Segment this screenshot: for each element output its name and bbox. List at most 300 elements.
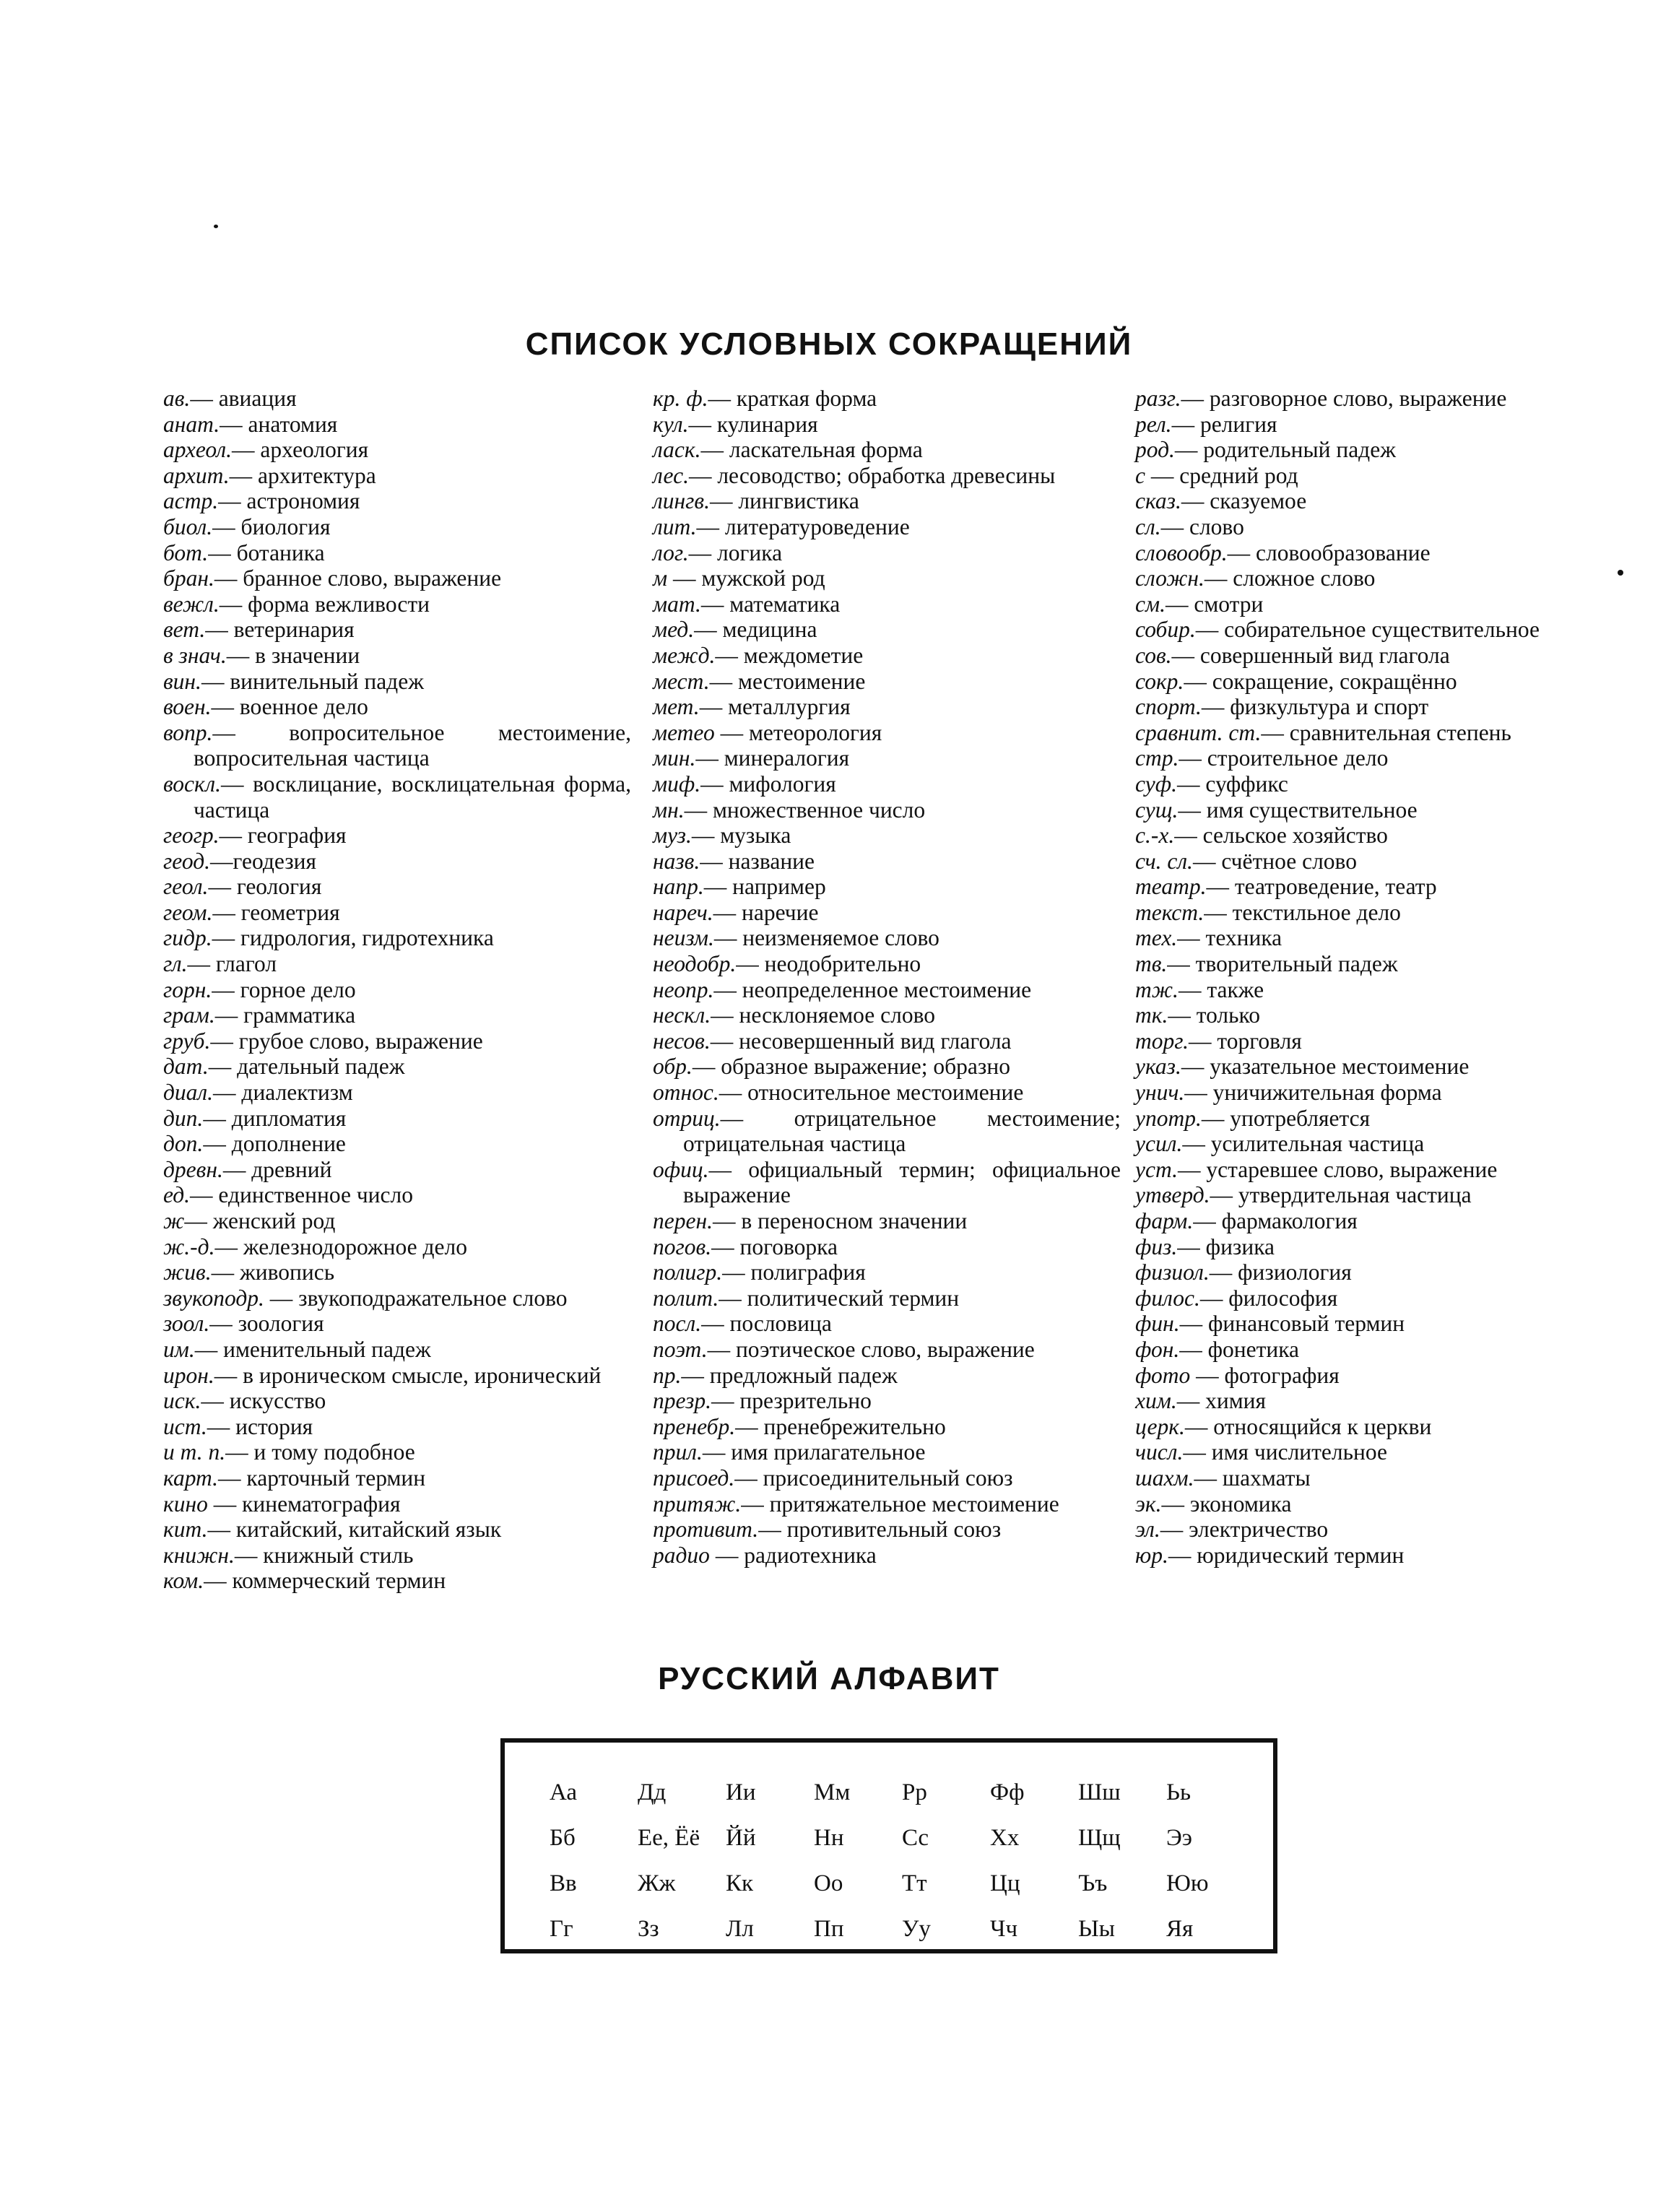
- alphabet-letter: Ъъ: [1078, 1870, 1108, 1896]
- abbreviation-definition: — женский род: [184, 1208, 336, 1233]
- abbreviation-entry: [1135, 488, 1605, 514]
- abbreviation-entry: [653, 643, 1121, 669]
- abbreviation-definition: — экономика: [1161, 1491, 1292, 1517]
- abbreviation-entry: [1135, 1285, 1605, 1311]
- alphabet-letter: Нн: [814, 1825, 844, 1851]
- abbreviation-definition: — пренебрежительно: [735, 1413, 946, 1439]
- abbreviation-term: древн.: [163, 1156, 223, 1182]
- abbreviation-definition: — поговорка: [711, 1233, 838, 1259]
- abbreviation-term: ирон.: [163, 1362, 214, 1388]
- abbreviation-definition: — именительный падеж: [194, 1336, 431, 1362]
- abbreviation-definition: — грубое слово, выражение: [210, 1028, 483, 1054]
- abbreviation-term: род.: [1135, 437, 1175, 463]
- abbreviation-definition: — звукоподражательное слово: [264, 1285, 568, 1311]
- abbreviation-term: рел.: [1135, 411, 1172, 437]
- abbreviation-definition: — вопросительное местоимение, вопросительная частица: [194, 719, 631, 771]
- abbreviation-entry: [163, 1054, 631, 1080]
- abbreviation-entry: [1135, 437, 1605, 463]
- alphabet-letter: Лл: [726, 1916, 754, 1942]
- abbreviation-term: презр.: [653, 1388, 711, 1414]
- abbreviation-entry: [1135, 617, 1605, 643]
- abbreviation-entry: [1135, 386, 1605, 412]
- abbreviation-definition: — мифология: [700, 771, 836, 797]
- abbreviation-term: указ.: [1135, 1054, 1181, 1080]
- abbreviation-term: сказ.: [1135, 488, 1181, 514]
- abbreviation-term: прил.: [653, 1439, 703, 1465]
- abbreviation-definition: — форма вежливости: [219, 591, 430, 617]
- abbreviation-term: противит.: [653, 1517, 759, 1543]
- abbreviation-entry: [163, 1363, 631, 1389]
- alphabet-letter: Хх: [990, 1825, 1020, 1851]
- abbreviation-term: эк.: [1135, 1491, 1162, 1517]
- abbreviation-definition: — живопись: [211, 1259, 335, 1285]
- abbreviation-definition: — электричество: [1160, 1517, 1329, 1543]
- abbreviation-entry: [1135, 1259, 1605, 1285]
- abbreviation-entry: [163, 1028, 631, 1054]
- alphabet-letter: Яя: [1166, 1916, 1194, 1942]
- abbreviation-term: горн.: [163, 976, 212, 1002]
- abbreviation-definition: — метеорология: [714, 719, 882, 745]
- abbreviation-entry: [653, 771, 1121, 797]
- abbreviation-definition: — противительный союз: [758, 1517, 1002, 1543]
- abbreviation-term: археол.: [163, 437, 232, 463]
- abbreviation-definition: — несклоняемое слово: [711, 1002, 936, 1028]
- abbreviation-entry: [1135, 1363, 1605, 1389]
- abbreviation-definition: — неопределенное местоимение: [713, 976, 1032, 1002]
- abbreviation-definition: — собирательное существительное: [1195, 617, 1540, 643]
- abbreviation-definition: — финансовый термин: [1179, 1311, 1405, 1337]
- abbreviation-entry: [163, 823, 631, 849]
- page-title: СПИСОК УСЛОВНЫХ СОКРАЩЕНИЙ: [525, 326, 1133, 362]
- abbreviation-entry: [1135, 797, 1605, 823]
- abbreviation-entry: [653, 488, 1121, 514]
- abbreviation-definition: — утвердительная частица: [1210, 1182, 1472, 1208]
- abbreviation-term: нескл.: [653, 1002, 711, 1028]
- abbreviation-entry: [653, 720, 1121, 746]
- abbreviations-column-3: [1135, 386, 1605, 1568]
- abbreviation-definition: — авиация: [190, 386, 297, 411]
- abbreviation-term: кино: [163, 1491, 208, 1517]
- abbreviation-entry: [1135, 1234, 1605, 1260]
- abbreviation-entry: [163, 1311, 631, 1337]
- abbreviation-entry: [1135, 1054, 1605, 1080]
- abbreviation-definition: — география: [219, 823, 347, 849]
- abbreviation-definition: — гидрология, гидротехника: [212, 925, 494, 951]
- abbreviation-term: дип.: [163, 1105, 204, 1131]
- abbreviation-entry: [653, 1054, 1121, 1080]
- abbreviation-entry: [163, 1157, 631, 1183]
- abbreviation-definition: — усилительная частица: [1182, 1131, 1425, 1157]
- abbreviation-term: несов.: [653, 1028, 711, 1054]
- abbreviation-entry: [163, 874, 631, 900]
- abbreviation-term: им.: [163, 1336, 195, 1362]
- abbreviation-entry: [653, 977, 1121, 1003]
- abbreviation-term: ж: [163, 1208, 185, 1233]
- abbreviation-entry: [653, 669, 1121, 695]
- abbreviation-definition: — также: [1178, 976, 1264, 1002]
- abbreviation-term: поэт.: [653, 1336, 708, 1362]
- abbreviation-entry: [653, 1028, 1121, 1054]
- abbreviations-column-1: [163, 386, 631, 1594]
- abbreviation-entry: [653, 412, 1121, 438]
- abbreviation-term: фарм.: [1135, 1208, 1194, 1233]
- abbreviation-entry: [653, 1465, 1121, 1491]
- abbreviation-term: погов.: [653, 1233, 712, 1259]
- abbreviation-entry: [1135, 823, 1605, 849]
- abbreviation-definition: — устаревшее слово, выражение: [1177, 1156, 1498, 1182]
- abbreviation-entry: [653, 565, 1121, 591]
- abbreviation-term: словообр.: [1135, 539, 1228, 565]
- abbreviation-definition: — разговорное слово, выражение: [1181, 386, 1507, 411]
- abbreviation-entry: [1135, 1131, 1605, 1157]
- abbreviation-term: присоед.: [653, 1465, 735, 1491]
- abbreviation-term: бран.: [163, 565, 214, 591]
- abbreviation-entry: [163, 1388, 631, 1414]
- abbreviation-definition: — кинематография: [207, 1491, 401, 1517]
- abbreviation-entry: [653, 951, 1121, 977]
- alphabet-letter: Ее, Ёё: [638, 1825, 700, 1851]
- abbreviation-entry: [163, 565, 631, 591]
- abbreviation-entry: [1135, 977, 1605, 1003]
- abbreviation-term: ж.-д.: [163, 1233, 215, 1259]
- abbreviation-entry: [163, 643, 631, 669]
- abbreviation-term: ласк.: [653, 437, 701, 463]
- abbreviation-entry: [163, 1182, 631, 1208]
- abbreviation-term: притяж.: [653, 1491, 742, 1517]
- abbreviation-entry: [1135, 591, 1605, 617]
- abbreviation-term: зоол.: [163, 1311, 210, 1337]
- abbreviation-definition: — лингвистика: [709, 488, 859, 514]
- abbreviation-term: собир.: [1135, 617, 1196, 643]
- abbreviation-entry: [653, 437, 1121, 463]
- abbreviation-term: геом.: [163, 899, 213, 925]
- abbreviation-entry: [163, 925, 631, 951]
- abbreviation-term: диал.: [163, 1080, 214, 1106]
- abbreviation-term: полит.: [653, 1285, 719, 1311]
- abbreviation-definition: — официальный термин; официальное выражение: [683, 1156, 1121, 1208]
- abbreviation-entry: [163, 1259, 631, 1285]
- abbreviation-definition: — восклицание, восклицательная форма, частица: [194, 771, 631, 823]
- abbreviation-term: филос.: [1135, 1285, 1200, 1311]
- abbreviation-definition: — местоимение: [709, 668, 866, 694]
- abbreviation-definition: — анатомия: [220, 411, 338, 437]
- abbreviation-entry: [1135, 951, 1605, 977]
- abbreviation-definition: — религия: [1171, 411, 1277, 437]
- abbreviation-definition: — сравнительная степень: [1261, 719, 1511, 745]
- abbreviation-term: стр.: [1135, 745, 1179, 771]
- abbreviation-entry: [163, 386, 631, 412]
- abbreviation-entry: [163, 1543, 631, 1569]
- abbreviation-entry: [1135, 771, 1605, 797]
- abbreviation-entry: [163, 951, 631, 977]
- alphabet-letter: Ии: [726, 1779, 756, 1805]
- abbreviation-entry: [653, 386, 1121, 412]
- abbreviation-definition: — химия: [1176, 1388, 1266, 1414]
- abbreviation-entry: [653, 874, 1121, 900]
- abbreviation-entry: [1135, 1080, 1605, 1106]
- abbreviation-term: офиц.: [653, 1156, 709, 1182]
- abbreviation-definition: — слово: [1160, 513, 1244, 539]
- alphabet-letter: Жж: [638, 1870, 676, 1896]
- abbreviation-entry: [163, 669, 631, 695]
- abbreviation-entry: [163, 1337, 631, 1363]
- abbreviation-entry: [163, 1439, 631, 1465]
- abbreviation-definition: — сложное слово: [1204, 565, 1376, 591]
- abbreviation-definition: — биология: [212, 513, 331, 539]
- abbreviation-term: ав.: [163, 386, 191, 411]
- abbreviation-term: с: [1135, 462, 1145, 488]
- abbreviation-term: груб.: [163, 1028, 211, 1054]
- abbreviation-definition: — торговля: [1189, 1028, 1302, 1054]
- abbreviation-definition: — бранное слово, выражение: [214, 565, 502, 591]
- alphabet-letter: Шш: [1078, 1779, 1121, 1805]
- alphabet-table: [500, 1738, 1277, 1953]
- abbreviation-entry: [1135, 694, 1605, 720]
- abbreviation-term: церк.: [1135, 1413, 1185, 1439]
- abbreviation-definition: — творительный падеж: [1167, 951, 1398, 977]
- abbreviation-definition: — военное дело: [211, 694, 368, 720]
- abbreviation-entry: [1135, 540, 1605, 566]
- abbreviation-definition: — политический термин: [719, 1285, 960, 1311]
- abbreviation-entry: [1135, 1106, 1605, 1132]
- abbreviation-entry: [1135, 1491, 1605, 1517]
- abbreviation-entry: [1135, 1388, 1605, 1414]
- abbreviation-definition: — полиграфия: [722, 1259, 866, 1285]
- abbreviation-definition: — дополнение: [203, 1131, 346, 1157]
- abbreviation-definition: — фотография: [1190, 1362, 1340, 1388]
- alphabet-letter: Оо: [814, 1870, 843, 1896]
- abbreviation-entry: [163, 1568, 631, 1594]
- alphabet-letter: Цц: [990, 1870, 1020, 1896]
- abbreviation-entry: [163, 771, 631, 823]
- abbreviation-definition: — только: [1168, 1002, 1260, 1028]
- abbreviation-entry: [163, 1131, 631, 1157]
- abbreviation-entry: [1135, 1182, 1605, 1208]
- abbreviation-entry: [1135, 849, 1605, 875]
- abbreviation-term: хим.: [1135, 1388, 1177, 1414]
- abbreviation-definition: — юридический термин: [1168, 1542, 1405, 1568]
- abbreviation-term: неодобр.: [653, 951, 737, 977]
- abbreviation-definition: — относящийся к церкви: [1184, 1413, 1432, 1439]
- abbreviation-definition: — имя прилагательное: [702, 1439, 926, 1465]
- abbreviation-term: тв.: [1135, 951, 1168, 977]
- alphabet-letter: Ьь: [1166, 1779, 1191, 1805]
- abbreviation-entry: [163, 540, 631, 566]
- abbreviation-definition: — отрицательное местоимение; отрицательная частица: [683, 1105, 1121, 1157]
- abbreviation-definition: — имя существительное: [1178, 797, 1418, 823]
- alphabet-grid: [550, 1770, 1254, 1952]
- abbreviation-term: театр.: [1135, 874, 1207, 900]
- abbreviation-entry: [163, 617, 631, 643]
- abbreviation-term: сокр.: [1135, 668, 1184, 694]
- abbreviation-term: юр.: [1135, 1542, 1168, 1568]
- abbreviation-term: утверд.: [1135, 1182, 1210, 1208]
- abbreviation-term: числ.: [1135, 1439, 1184, 1465]
- abbreviation-entry: [1135, 643, 1605, 669]
- abbreviation-term: спорт.: [1135, 694, 1202, 720]
- abbreviation-definition: — история: [207, 1413, 313, 1439]
- alphabet-letter: Зз: [638, 1916, 659, 1942]
- abbreviation-entry: [1135, 1439, 1605, 1465]
- abbreviation-entry: [653, 1106, 1121, 1157]
- abbreviation-term: кул.: [653, 411, 689, 437]
- abbreviation-definition: — зоология: [209, 1311, 324, 1337]
- abbreviation-term: употр.: [1135, 1105, 1202, 1131]
- abbreviation-definition: — археология: [232, 437, 369, 463]
- abbreviation-definition: — предложный падеж: [681, 1362, 898, 1388]
- abbreviation-definition: — образное выражение; образно: [692, 1054, 1010, 1080]
- abbreviation-term: унич.: [1135, 1080, 1185, 1106]
- abbreviation-term: отриц.: [653, 1105, 721, 1131]
- alphabet-letter: Сс: [902, 1825, 929, 1851]
- abbreviation-entry: [1135, 1517, 1605, 1543]
- abbreviation-definition: — притяжательное местоимение: [741, 1491, 1059, 1517]
- abbreviation-definition: — минералогия: [695, 745, 850, 771]
- abbreviation-entry: [653, 925, 1121, 951]
- alphabet-letter: Рр: [902, 1779, 927, 1805]
- abbreviation-entry: [653, 745, 1121, 771]
- abbreviation-entry: [1135, 1543, 1605, 1569]
- abbreviation-term: радио: [653, 1542, 710, 1568]
- abbreviation-definition: — архитектура: [229, 462, 376, 488]
- stray-mark: [1618, 570, 1623, 576]
- abbreviation-definition: — поэтическое слово, выражение: [707, 1336, 1035, 1362]
- abbreviation-definition: — винительный падеж: [201, 668, 424, 694]
- abbreviation-entry: [163, 1517, 631, 1543]
- abbreviation-term: разг.: [1135, 386, 1181, 411]
- abbreviation-term: ком.: [163, 1568, 204, 1594]
- abbreviation-definition: — суффикс: [1177, 771, 1288, 797]
- abbreviation-term: гл.: [163, 951, 188, 977]
- abbreviation-term: сложн.: [1135, 565, 1205, 591]
- alphabet-letter: Фф: [990, 1779, 1025, 1805]
- abbreviation-term: пренебр.: [653, 1413, 736, 1439]
- abbreviation-definition: — физиология: [1209, 1259, 1352, 1285]
- abbreviation-definition: — сокращение, сокращённо: [1184, 668, 1457, 694]
- abbreviation-definition: — физика: [1177, 1233, 1275, 1259]
- abbreviation-definition: — математика: [700, 591, 841, 617]
- abbreviation-definition: — совершенный вид глагола: [1171, 642, 1450, 668]
- abbreviation-definition: — относительное местоимение: [719, 1080, 1024, 1106]
- abbreviation-entry: [1135, 669, 1605, 695]
- abbreviation-entry: [653, 1234, 1121, 1260]
- abbreviation-definition: — презрительно: [711, 1388, 872, 1414]
- abbreviation-term: воскл.: [163, 771, 221, 797]
- abbreviation-entry: [653, 1337, 1121, 1363]
- abbreviation-term: доп.: [163, 1131, 204, 1157]
- abbreviation-entry: [653, 1543, 1121, 1569]
- abbreviation-term: посл.: [653, 1311, 702, 1337]
- abbreviation-definition: — и тому подобное: [225, 1439, 415, 1465]
- abbreviation-term: геол.: [163, 874, 209, 900]
- abbreviation-entry: [1135, 1208, 1605, 1234]
- abbreviation-definition: — медицина: [694, 617, 817, 643]
- abbreviation-term: неопр.: [653, 976, 714, 1002]
- abbreviation-entry: [1135, 1028, 1605, 1054]
- abbreviation-term: лес.: [653, 462, 689, 488]
- abbreviation-definition: — горное дело: [212, 976, 356, 1002]
- abbreviation-definition: — краткая форма: [708, 386, 877, 411]
- abbreviation-definition: — глагол: [187, 951, 277, 977]
- abbreviation-entry: [653, 591, 1121, 617]
- abbreviation-entry: [163, 849, 631, 875]
- abbreviation-entry: [653, 1363, 1121, 1389]
- abbreviation-definition: — пословица: [701, 1311, 832, 1337]
- abbreviation-term: фото: [1135, 1362, 1191, 1388]
- abbreviation-term: вежл.: [163, 591, 220, 617]
- abbreviation-term: кит.: [163, 1517, 208, 1543]
- abbreviation-term: воен.: [163, 694, 212, 720]
- abbreviation-term: муз.: [653, 823, 692, 849]
- abbreviation-definition: — музыка: [691, 823, 791, 849]
- abbreviation-entry: [163, 1002, 631, 1028]
- abbreviation-definition: — средний род: [1145, 462, 1298, 488]
- abbreviation-term: м: [653, 565, 668, 591]
- abbreviation-entry: [163, 694, 631, 720]
- abbreviation-definition: — в ироническом смысле, иронический: [214, 1362, 602, 1388]
- alphabet-letter: Щщ: [1078, 1825, 1121, 1851]
- abbreviation-term: карт.: [163, 1465, 219, 1491]
- abbreviation-definition: — диалектизм: [213, 1080, 353, 1106]
- abbreviation-definition: — название: [700, 848, 815, 874]
- abbreviation-entry: [653, 797, 1121, 823]
- abbreviation-definition: — техника: [1177, 925, 1282, 951]
- abbreviation-definition: — коммерческий термин: [204, 1568, 446, 1594]
- abbreviation-definition: — сказуемое: [1181, 488, 1307, 514]
- abbreviation-entry: [163, 1465, 631, 1491]
- alphabet-letter: Ыы: [1078, 1916, 1115, 1942]
- abbreviation-entry: [163, 488, 631, 514]
- abbreviation-term: дат.: [163, 1054, 209, 1080]
- abbreviation-term: ист.: [163, 1413, 207, 1439]
- abbreviation-definition: — карточный термин: [218, 1465, 426, 1491]
- abbreviation-term: тех.: [1135, 925, 1178, 951]
- abbreviation-definition: — счётное слово: [1192, 848, 1357, 874]
- abbreviation-entry: [1135, 1311, 1605, 1337]
- abbreviation-term: фон.: [1135, 1336, 1180, 1362]
- abbreviation-entry: [653, 1491, 1121, 1517]
- abbreviation-entry: [653, 1208, 1121, 1234]
- abbreviation-term: шахм.: [1135, 1465, 1194, 1491]
- abbreviation-term: с.-х.: [1135, 823, 1175, 849]
- abbreviation-term: грам.: [163, 1002, 215, 1028]
- abbreviation-term: сущ.: [1135, 797, 1179, 823]
- abbreviation-term: бот.: [163, 539, 209, 565]
- abbreviation-definition: — ботаника: [208, 539, 325, 565]
- abbreviation-term: напр.: [653, 874, 704, 900]
- abbreviation-term: сл.: [1135, 513, 1161, 539]
- abbreviation-term: мн.: [653, 797, 685, 823]
- abbreviation-entry: [1135, 720, 1605, 746]
- abbreviation-entry: [653, 900, 1121, 926]
- abbreviation-term: мат.: [653, 591, 701, 617]
- abbreviation-term: мет.: [653, 694, 700, 720]
- abbreviation-entry: [653, 1414, 1121, 1440]
- abbreviation-term: гидр.: [163, 925, 212, 951]
- abbreviation-term: лит.: [653, 513, 697, 539]
- abbreviation-definition: — смотри: [1165, 591, 1264, 617]
- abbreviation-term: суф.: [1135, 771, 1177, 797]
- abbreviation-term: обр.: [653, 1054, 693, 1080]
- abbreviation-entry: [1135, 565, 1605, 591]
- stray-mark: [214, 225, 218, 228]
- abbreviation-entry: [163, 1080, 631, 1106]
- abbreviation-entry: [1135, 745, 1605, 771]
- abbreviation-definition: — текстильное дело: [1204, 899, 1401, 925]
- abbreviation-definition: — употребляется: [1201, 1105, 1371, 1131]
- abbreviation-entry: [653, 540, 1121, 566]
- abbreviation-term: вопр.: [163, 719, 213, 745]
